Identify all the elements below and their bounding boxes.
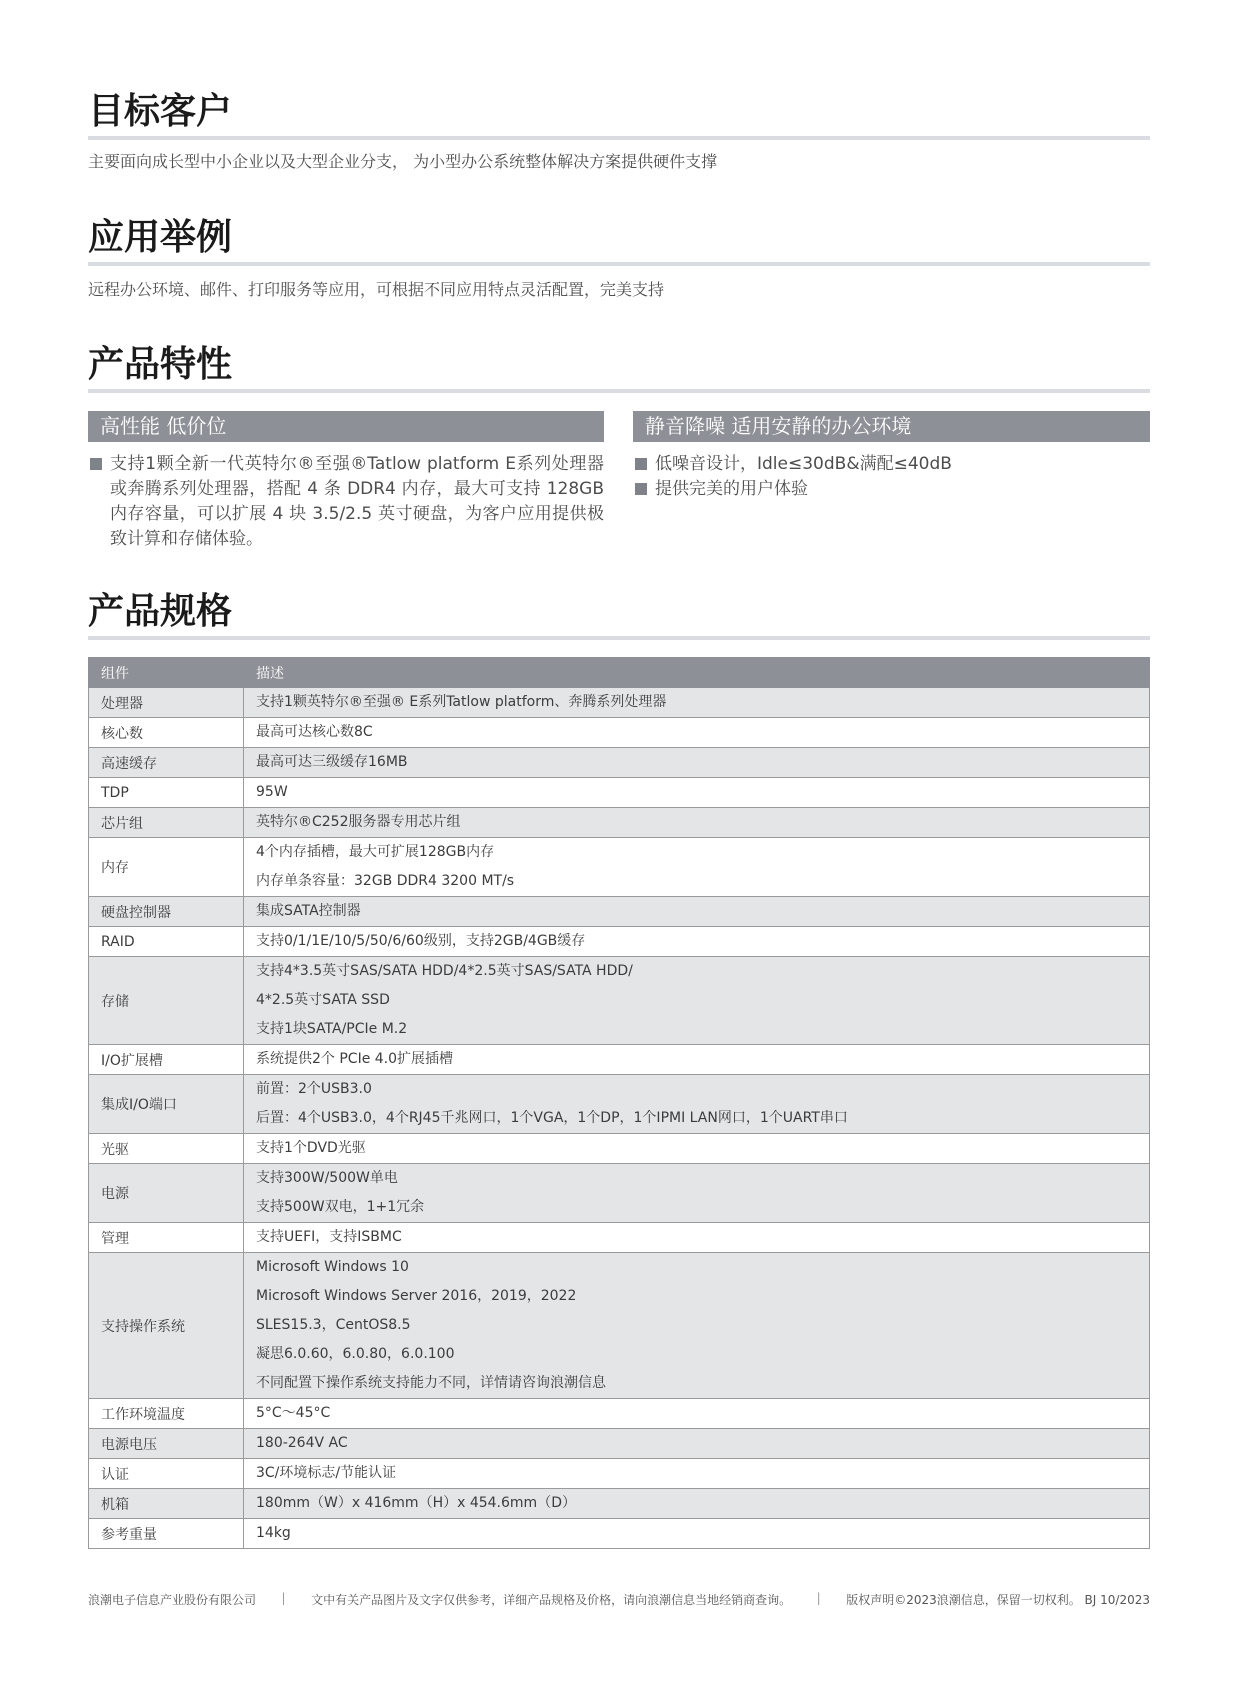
table-row: [89, 1519, 1150, 1549]
spec-description-line: 支持4*3.5英寸SAS/SATA HDD/4*2.5英寸SAS/SATA HDD/: [256, 963, 633, 979]
table-row: [89, 1429, 1150, 1459]
spec-description-line: 内存单条容量：32GB DDR4 3200 MT/s: [256, 873, 515, 889]
spec-description-line: 集成SATA控制器: [256, 903, 361, 919]
feature-item-text: 提供完美的用户体验: [655, 479, 808, 499]
spec-description-cell: [244, 1223, 1150, 1253]
feature-right-heading: 静音降噪 适用安静的办公环境: [633, 411, 1150, 442]
table-row: [89, 1045, 1150, 1075]
spec-description-cell: [244, 1045, 1150, 1075]
table-row: [89, 688, 1150, 718]
spec-component-cell: 硬盘控制器: [89, 897, 244, 927]
square-bullet-icon: [635, 483, 647, 495]
spec-description-line: 最高可达三级缓存16MB: [256, 754, 408, 770]
table-row: [89, 1164, 1150, 1223]
spec-description-cell: [244, 1429, 1150, 1459]
spec-component-cell: 参考重量: [89, 1519, 244, 1549]
spec-description-line: 不同配置下操作系统支持能力不同，详情请咨询浪潮信息: [256, 1375, 606, 1391]
section-target-text: 主要面向成长型中小企业以及大型企业分支， 为小型办公系统整体解决方案提供硬件支撑: [88, 152, 718, 171]
table-row: [89, 927, 1150, 957]
spec-description-line: 支持1块SATA/PCIe M.2: [256, 1021, 408, 1037]
table-row: [89, 718, 1150, 748]
spec-component-cell: 芯片组: [89, 808, 244, 838]
spec-description-cell: [244, 927, 1150, 957]
footer: [88, 1591, 1150, 1608]
spec-component-cell: 高速缓存: [89, 748, 244, 778]
table-row: [89, 957, 1150, 1045]
spec-description-line: 4个内存插槽，最大可扩展128GB内存: [256, 844, 495, 860]
table-row: [89, 1134, 1150, 1164]
section-usage-text: 远程办公环境、邮件、打印服务等应用，可根据不同应用特点灵活配置，完美支持: [88, 280, 665, 299]
spec-description-line: 前置：2个USB3.0: [256, 1081, 372, 1097]
table-row: [89, 748, 1150, 778]
spec-component-cell: 集成I/O端口: [89, 1075, 244, 1134]
spec-description-cell: [244, 1075, 1150, 1134]
spec-description-line: 180-264V AC: [256, 1435, 348, 1451]
spec-description-line: 支持300W/500W单电: [256, 1170, 398, 1186]
table-row: [89, 897, 1150, 927]
spec-header-component: 组件: [89, 658, 244, 688]
spec-description-line: 支持UEFI，支持ISBMC: [256, 1229, 402, 1245]
table-row: [89, 1253, 1150, 1399]
footer-disclaimer: 文中有关产品图片及文字仅供参考，详细产品规格及价格，请向浪潮信息当地经销商查询。: [311, 1593, 792, 1607]
spec-description-cell: [244, 808, 1150, 838]
table-row: [89, 808, 1150, 838]
spec-component-cell: TDP: [89, 778, 244, 808]
table-row: [89, 1459, 1150, 1489]
spec-description-cell: [244, 1164, 1150, 1223]
spec-description-line: 系统提供2个 PCIe 4.0扩展插槽: [256, 1051, 454, 1067]
spec-description-line: 支持500W双电，1+1冗余: [256, 1199, 425, 1215]
spec-description-cell: [244, 778, 1150, 808]
spec-description-cell: [244, 1253, 1150, 1399]
spec-description-line: 最高可达核心数8C: [256, 724, 373, 740]
spec-description-line: 5°C～45°C: [256, 1405, 331, 1421]
footer-separator: |: [281, 1591, 286, 1605]
spec-description-line: 4*2.5英寸SATA SSD: [256, 992, 390, 1008]
table-row: [89, 1223, 1150, 1253]
spec-table-header: [89, 658, 1150, 688]
table-row: [89, 838, 1150, 897]
square-bullet-icon: [90, 458, 102, 470]
spec-description-cell: [244, 688, 1150, 718]
spec-component-cell: 存储: [89, 957, 244, 1045]
spec-description-line: SLES15.3，CentOS8.5: [256, 1317, 411, 1333]
spec-description-cell: [244, 1459, 1150, 1489]
footer-copyright: 版权声明©2023浪潮信息，保留一切权利。 BJ 10/2023: [846, 1593, 1150, 1607]
spec-description-line: Microsoft Windows 10: [256, 1259, 409, 1275]
spec-component-cell: 支持操作系统: [89, 1253, 244, 1399]
spec-description-line: 支持1个DVD光驱: [256, 1140, 366, 1156]
square-bullet-icon: [635, 458, 647, 470]
spec-description-cell: [244, 718, 1150, 748]
feature-item-text: 低噪音设计，Idle≤30dB&满配≤40dB: [655, 454, 952, 474]
section-features-title: 产品特性: [88, 343, 1150, 393]
spec-component-cell: 认证: [89, 1459, 244, 1489]
spec-description-line: 14kg: [256, 1525, 291, 1541]
spec-description-cell: [244, 748, 1150, 778]
spec-description-line: 凝思6.0.60，6.0.80，6.0.100: [256, 1346, 455, 1362]
spec-description-line: 英特尔®C252服务器专用芯片组: [256, 814, 461, 830]
spec-component-cell: I/O扩展槽: [89, 1045, 244, 1075]
feature-list-item: [633, 452, 1150, 477]
spec-description-cell: [244, 1519, 1150, 1549]
feature-left-heading: 高性能 低价位: [88, 411, 604, 442]
feature-left: [88, 411, 604, 552]
table-row: [89, 1075, 1150, 1134]
spec-component-cell: RAID: [89, 927, 244, 957]
spec-description-line: 支持1颗英特尔®至强® E系列Tatlow platform、奔腾系列处理器: [256, 694, 667, 710]
section-target-title: 目标客户: [88, 90, 1150, 140]
feature-list-item: [88, 452, 604, 552]
spec-description-line: 后置：4个USB3.0，4个RJ45千兆网口，1个VGA，1个DP，1个IPMI LAN网口，1个UART串口: [256, 1110, 848, 1126]
spec-table: [88, 657, 1150, 1549]
spec-description-cell: [244, 1399, 1150, 1429]
feature-right: [633, 411, 1150, 502]
table-row: [89, 1399, 1150, 1429]
spec-description-cell: [244, 1489, 1150, 1519]
footer-company: 浪潮电子信息产业股份有限公司: [88, 1593, 257, 1607]
table-row: [89, 778, 1150, 808]
feature-list-item: [633, 477, 1150, 502]
section-specs-title: 产品规格: [88, 590, 1150, 640]
spec-component-cell: 电源电压: [89, 1429, 244, 1459]
table-row: [89, 1489, 1150, 1519]
spec-component-cell: 机箱: [89, 1489, 244, 1519]
spec-description-line: 180mm（W）x 416mm（H）x 454.6mm（D）: [256, 1495, 576, 1511]
spec-component-cell: 电源: [89, 1164, 244, 1223]
spec-component-cell: 管理: [89, 1223, 244, 1253]
spec-description-cell: [244, 1134, 1150, 1164]
spec-description-cell: [244, 897, 1150, 927]
spec-description-line: 支持0/1/1E/10/5/50/6/60级别，支持2GB/4GB缓存: [256, 933, 586, 949]
feature-right-list: [633, 452, 1150, 502]
spec-component-cell: 光驱: [89, 1134, 244, 1164]
spec-component-cell: 内存: [89, 838, 244, 897]
feature-left-list: [88, 452, 604, 552]
section-usage-title: 应用举例: [88, 216, 1150, 266]
spec-description-line: Microsoft Windows Server 2016，2019，2022: [256, 1288, 577, 1304]
spec-description-cell: [244, 838, 1150, 897]
spec-header-description: 描述: [244, 658, 1150, 688]
feature-item-text: 支持1颗全新一代英特尔®至强®Tatlow platform E系列处理器或奔腾系列处理器，搭配 4 条 DDR4 内存，最大可支持 128GB 内存容量，可以扩展 4 块 3.5/2.5 英寸硬盘，为客户应用提供极致计算和存储体验。: [110, 454, 604, 549]
footer-separator: |: [816, 1591, 821, 1605]
spec-description-cell: [244, 957, 1150, 1045]
spec-description-line: 95W: [256, 784, 288, 800]
spec-description-line: 3C/环境标志/节能认证: [256, 1465, 397, 1481]
spec-component-cell: 处理器: [89, 688, 244, 718]
spec-component-cell: 工作环境温度: [89, 1399, 244, 1429]
spec-component-cell: 核心数: [89, 718, 244, 748]
